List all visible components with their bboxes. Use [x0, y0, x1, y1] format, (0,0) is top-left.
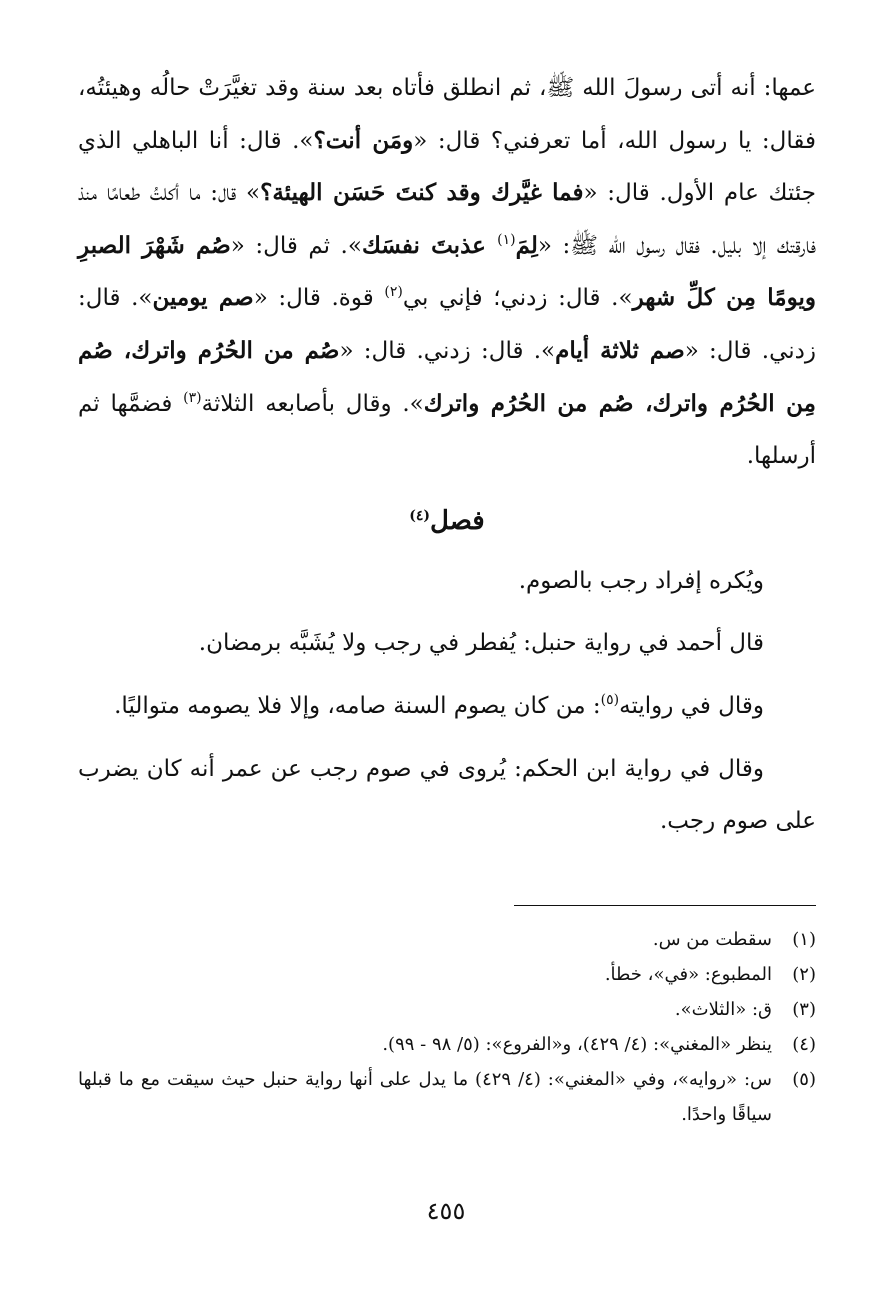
paragraph-hanbal: قال أحمد في رواية حنبل: يُفطر في رجب ولا يُشَبَّه برمضان.: [198, 630, 764, 657]
text-run: وقال في روايته: [619, 692, 764, 719]
bold-quote: لِمَ: [515, 231, 538, 259]
paragraph-hadith: [78, 62, 816, 483]
bold-quote: صم يومين: [152, 284, 254, 312]
footnote-ref-3[interactable]: (٣): [183, 389, 202, 406]
footnote-text: المطبوع: «في»، خطأ.: [604, 964, 772, 985]
text-run: ». قال: أنا الباهلي الذي جئتك عام الأول. قال: «: [78, 127, 817, 207]
footnote-number: (٥): [792, 1069, 816, 1090]
bold-quote: صُم من الحُرُم واترك، صُم مِن الحُرُم واترك، صُم من الحُرُم واترك: [78, 336, 816, 417]
footnote-item: [78, 922, 816, 957]
footnote-number: (٢): [792, 964, 816, 985]
text-run: ». ثم قال: «: [230, 232, 362, 259]
text-run: ». قال: زدني؛ فإني بي: [402, 285, 633, 312]
footnote-item: [78, 1027, 816, 1062]
footnote-item: [78, 1062, 816, 1132]
page-number: ٤٥٥: [426, 1197, 466, 1225]
main-text: [78, 62, 816, 848]
paragraph-riwayah: [78, 680, 816, 733]
text-run: » قال: ما أكلتُ طعامًا منذ فارقتك إلا بليل. فقال رسول الله ﷺ: «: [78, 180, 817, 259]
footnote-item: [78, 992, 816, 1027]
heading-text: فصل: [430, 505, 485, 536]
bold-quote: صم ثلاثة أيام: [555, 336, 685, 364]
text-run: عمها: أنه أتى رسولَ الله ﷺ، ثم انطلق فأتاه بعد سنة وقد تغيَّرَتْ حالُه وهيئتُه، فقال: يا رسول الله، أما تعرفني؟ قال: «: [78, 75, 816, 154]
text-run: فضمَّها ثم أرسلها.: [78, 390, 816, 470]
paragraph-ibn-alhakam: وقال في رواية ابن الحكم: يُروى في صوم رجب عن عمر أنه كان يضرب على صوم رجب.: [78, 755, 816, 835]
footnote-divider: [514, 905, 816, 906]
footnote-number: (١): [792, 929, 816, 950]
footnote-text: سقطت من س.: [652, 929, 772, 950]
footnote-ref-2[interactable]: (٢): [384, 284, 403, 301]
text-run: قوة. قال: «: [253, 285, 385, 312]
footnote-ref-5[interactable]: (٥): [600, 691, 620, 708]
bold-quote: عذبتَ نفسَك: [361, 231, 498, 259]
footnote-number: (٤): [792, 1034, 816, 1055]
footnote-number: (٣): [792, 999, 816, 1020]
paragraph-rajab: ويُكره إفراد رجب بالصوم.: [518, 567, 764, 594]
bold-quote: صُم شَهْرَ الصبرِ ويومًا مِن كلِّ شهر: [78, 231, 817, 312]
text-run: : من كان يصوم السنة صامه، وإلا فلا يصومه متواليًا.: [114, 692, 601, 719]
footnotes: [78, 922, 816, 1132]
text-run: ». وقال بأصابعه الثلاثة: [201, 390, 424, 417]
footnote-ref-1[interactable]: (١): [497, 231, 516, 248]
section-heading: [78, 497, 816, 545]
footnote-text: ق: «الثلاث».: [674, 999, 772, 1020]
bold-quote: ومَن أنت؟: [313, 126, 414, 154]
text-run: ». قال: زدني. قال: «: [339, 337, 556, 364]
footnote-item: [78, 957, 816, 992]
footnote-ref-4[interactable]: (٤): [409, 507, 431, 524]
footnote-text: ينظر «المغني»: (٤/ ٤٢٩)، و«الفروع»: (٥/ ٩٨ - ٩٩).: [382, 1034, 772, 1055]
footnote-text: س: «روايه»، وفي «المغني»: (٤/ ٤٢٩) ما يدل على أنها رواية حنبل حيث سيقت مع ما قبلها سياقًا واحدًا.: [78, 1069, 772, 1125]
text-run: ». قال: زدني. قال: «: [78, 285, 817, 364]
bold-quote: فما غيَّرك وقد كنتَ حَسَن الهيئة؟: [260, 179, 584, 207]
